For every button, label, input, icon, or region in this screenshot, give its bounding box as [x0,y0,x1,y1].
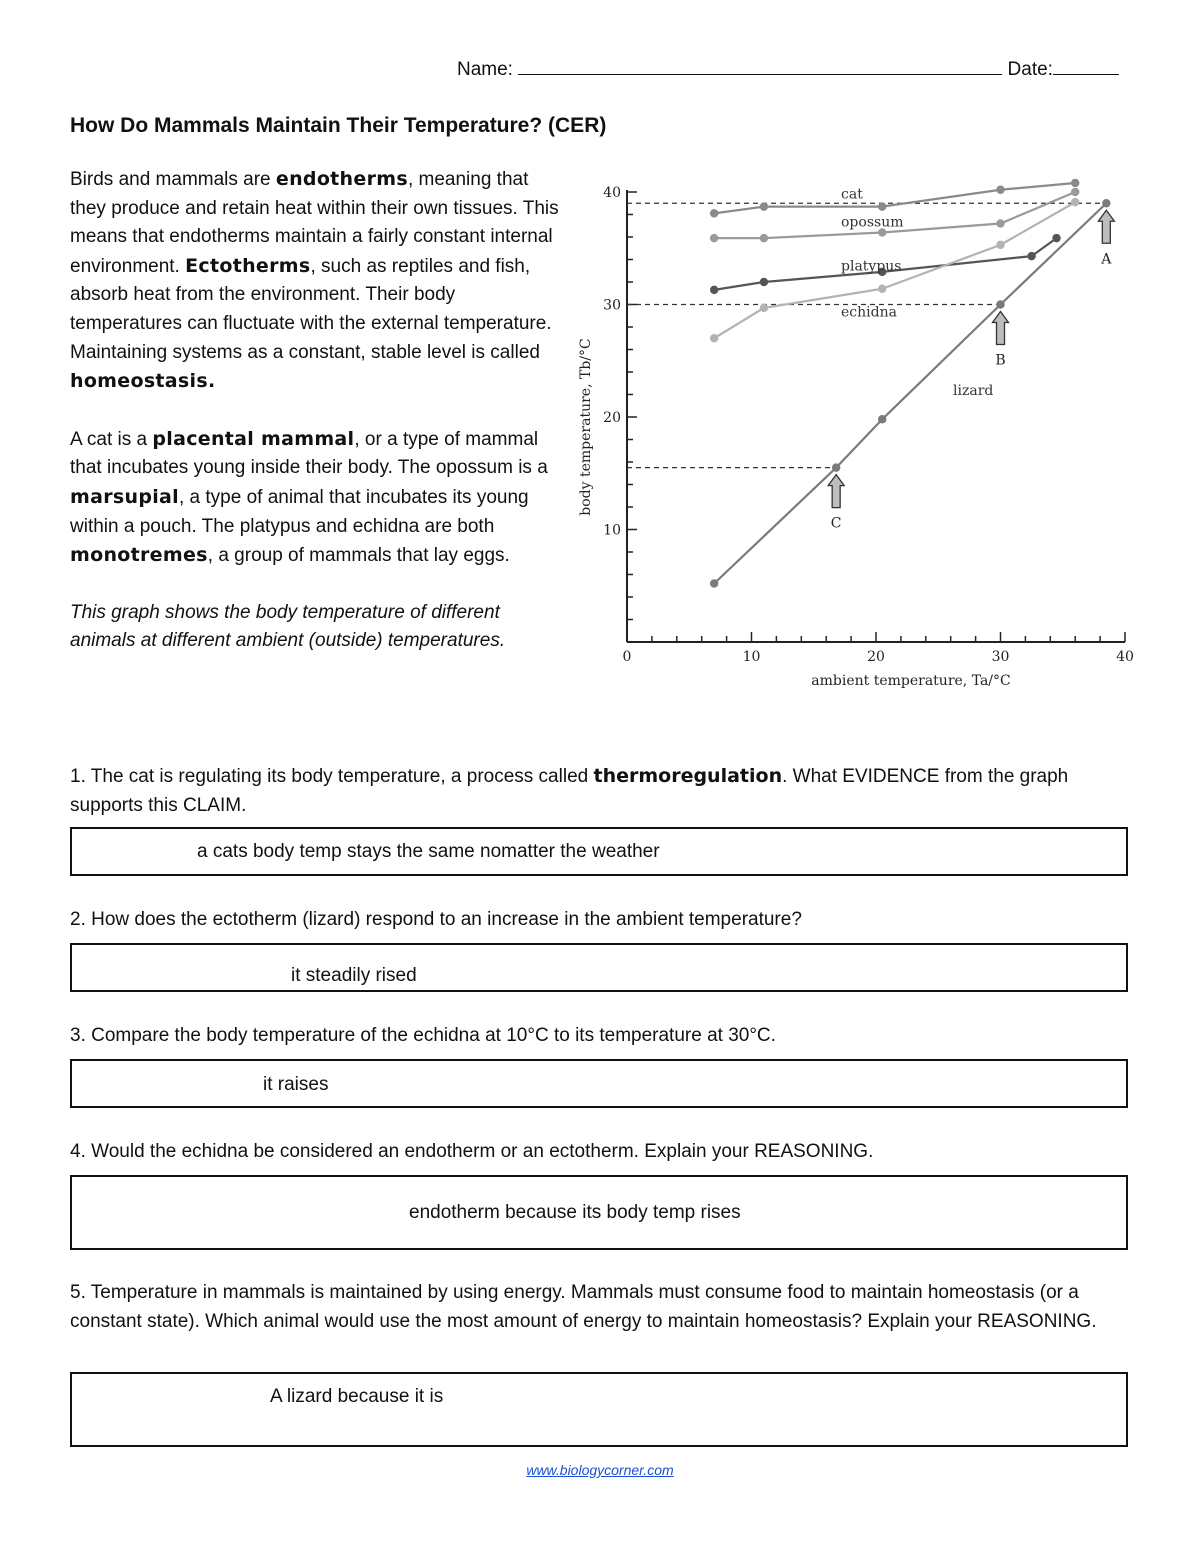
text-span: Birds and mammals are [70,169,276,190]
up-arrow-icon [993,312,1009,345]
text-span: . What EVIDENCE from the graph supports this CLAIM. [70,766,1069,816]
data-point-echidna [710,334,718,342]
y-tick-label: 10 [603,522,621,539]
date-field[interactable] [1053,58,1119,75]
series-line-lizard [714,203,1106,583]
x-tick-label: 30 [991,649,1010,665]
data-point-opossum [996,219,1004,227]
x-tick-label: 40 [1116,649,1134,665]
term-endotherms: endotherms [275,168,408,190]
intro-paragraph-2 [70,425,560,571]
data-point-lizard [1102,199,1110,207]
data-point-lizard [832,463,840,471]
up-arrow-icon [1098,210,1114,243]
data-point-cat [710,209,718,217]
data-point-echidna [1071,198,1079,206]
data-point-platypus [1052,234,1060,242]
question-1 [70,762,1140,820]
chart-series [710,179,1111,588]
marker-label-C: C [830,515,842,532]
text-span: , or a type of mammal that incubates young inside their body. The opossum is a [70,428,548,479]
answer-box-2[interactable] [70,943,1128,992]
data-point-platypus [760,278,768,286]
y-tick-label: 40 [603,185,621,201]
footer-link[interactable]: www.biologycorner.com [526,1462,674,1478]
text-span: 1. The cat is regulating its body temperature, a process called [70,766,594,787]
answer-text-3: it raises [263,1074,329,1095]
x-tick-label: 0 [622,649,632,665]
data-point-echidna [760,304,768,312]
answer-text-4: endotherm because its body temp rises [409,1202,741,1223]
intro-paragraph-3: This graph shows the body temperature of different animals at different ambient (outside) temperatures. [70,601,506,652]
question-5: 5. Temperature in mammals is maintained by using energy. Mammals must consume food to maintain homeostasis (or a constant state). Which animal would use the most amount of energy to maintain homeostasis? Explain your REASONING. [70,1282,1097,1332]
series-label-platypus: platypus [841,258,902,275]
answer-box-1[interactable] [70,827,1128,876]
x-axis-label: ambient temperature, Ta/°C [811,673,1011,689]
answer-text-1: a cats body temp stays the same nomatter the weather [197,841,660,862]
term-placental-mammal: placental mammal [152,427,355,450]
text-span: , a group of mammals that lay eggs. [207,545,510,567]
question-4: 4. Would the echidna be considered an endotherm or an ectotherm. Explain your REASONING. [70,1141,874,1162]
intro-text [70,165,560,684]
data-point-lizard [996,300,1004,308]
y-tick-label: 20 [603,410,621,426]
term-ectotherms: Ectotherms [185,254,311,277]
name-label: Name: [457,59,513,80]
answer-text-5: A lizard because it is [270,1386,444,1407]
answer-text-2: it steadily rised [291,965,417,986]
data-point-echidna [878,285,886,293]
name-date-line [457,58,1119,81]
series-label-cat: cat [841,186,863,203]
chart-reference-lines [627,203,1106,467]
data-point-opossum [1071,188,1079,196]
data-point-echidna [996,241,1004,249]
text-span: , meaning that they produce and retain heat within their own tissues. This means that endotherms maintain a fairly constant internal environment. [70,169,559,277]
data-point-cat [996,186,1004,194]
data-point-cat [878,202,886,210]
question-2: 2. How does the ectotherm (lizard) respond to an increase in the ambient temperature? [70,909,802,930]
answer-box-3[interactable] [70,1059,1128,1108]
text-span: , such as reptiles and fish, absorb heat from the environment. Their body temperatures can fluctuate with the external temperature. Maintaining systems as a constant, stable level is called [70,255,552,363]
y-axis-label: body temperature, Tb/°C [578,338,594,516]
term-monotremes: monotremes [70,544,208,567]
data-point-lizard [710,579,718,587]
series-label-opossum: opossum [841,214,904,231]
data-point-platypus [1027,252,1035,260]
data-point-opossum [710,234,718,242]
name-field[interactable] [518,58,1002,75]
x-tick-label: 10 [742,649,761,665]
data-point-opossum [760,234,768,242]
y-tick-label: 30 [603,297,621,314]
answer-box-4[interactable] [70,1175,1128,1250]
data-point-platypus [710,286,718,294]
data-point-cat [1071,179,1079,187]
up-arrow-icon [828,475,844,508]
answer-box-5[interactable] [70,1372,1128,1447]
page-title: How Do Mammals Maintain Their Temperature? (CER) [70,114,607,137]
text-span: A cat is a [70,428,153,450]
series-label-lizard: lizard [953,383,994,400]
intro-paragraph-1 [70,165,560,397]
date-label: Date: [1007,59,1053,80]
term-homeostasis: homeostasis. [70,370,216,393]
data-point-cat [760,202,768,210]
footer [0,1462,1200,1478]
marker-label-A: A [1101,251,1112,268]
term-marsupial: marsupial [70,485,179,508]
marker-label-B: B [995,352,1006,369]
question-3: 3. Compare the body temperature of the echidna at 10°C to its temperature at 30°C. [70,1025,776,1046]
term-thermoregulation: thermoregulation [593,765,783,787]
text-span: , a type of animal that incubates its young within a pouch. The platypus and echidna are both [70,486,529,537]
data-point-lizard [878,415,886,423]
series-label-echidna: echidna [841,304,897,321]
x-tick-label: 20 [867,649,885,665]
series-line-cat [714,183,1075,213]
temperature-chart [560,165,1170,705]
